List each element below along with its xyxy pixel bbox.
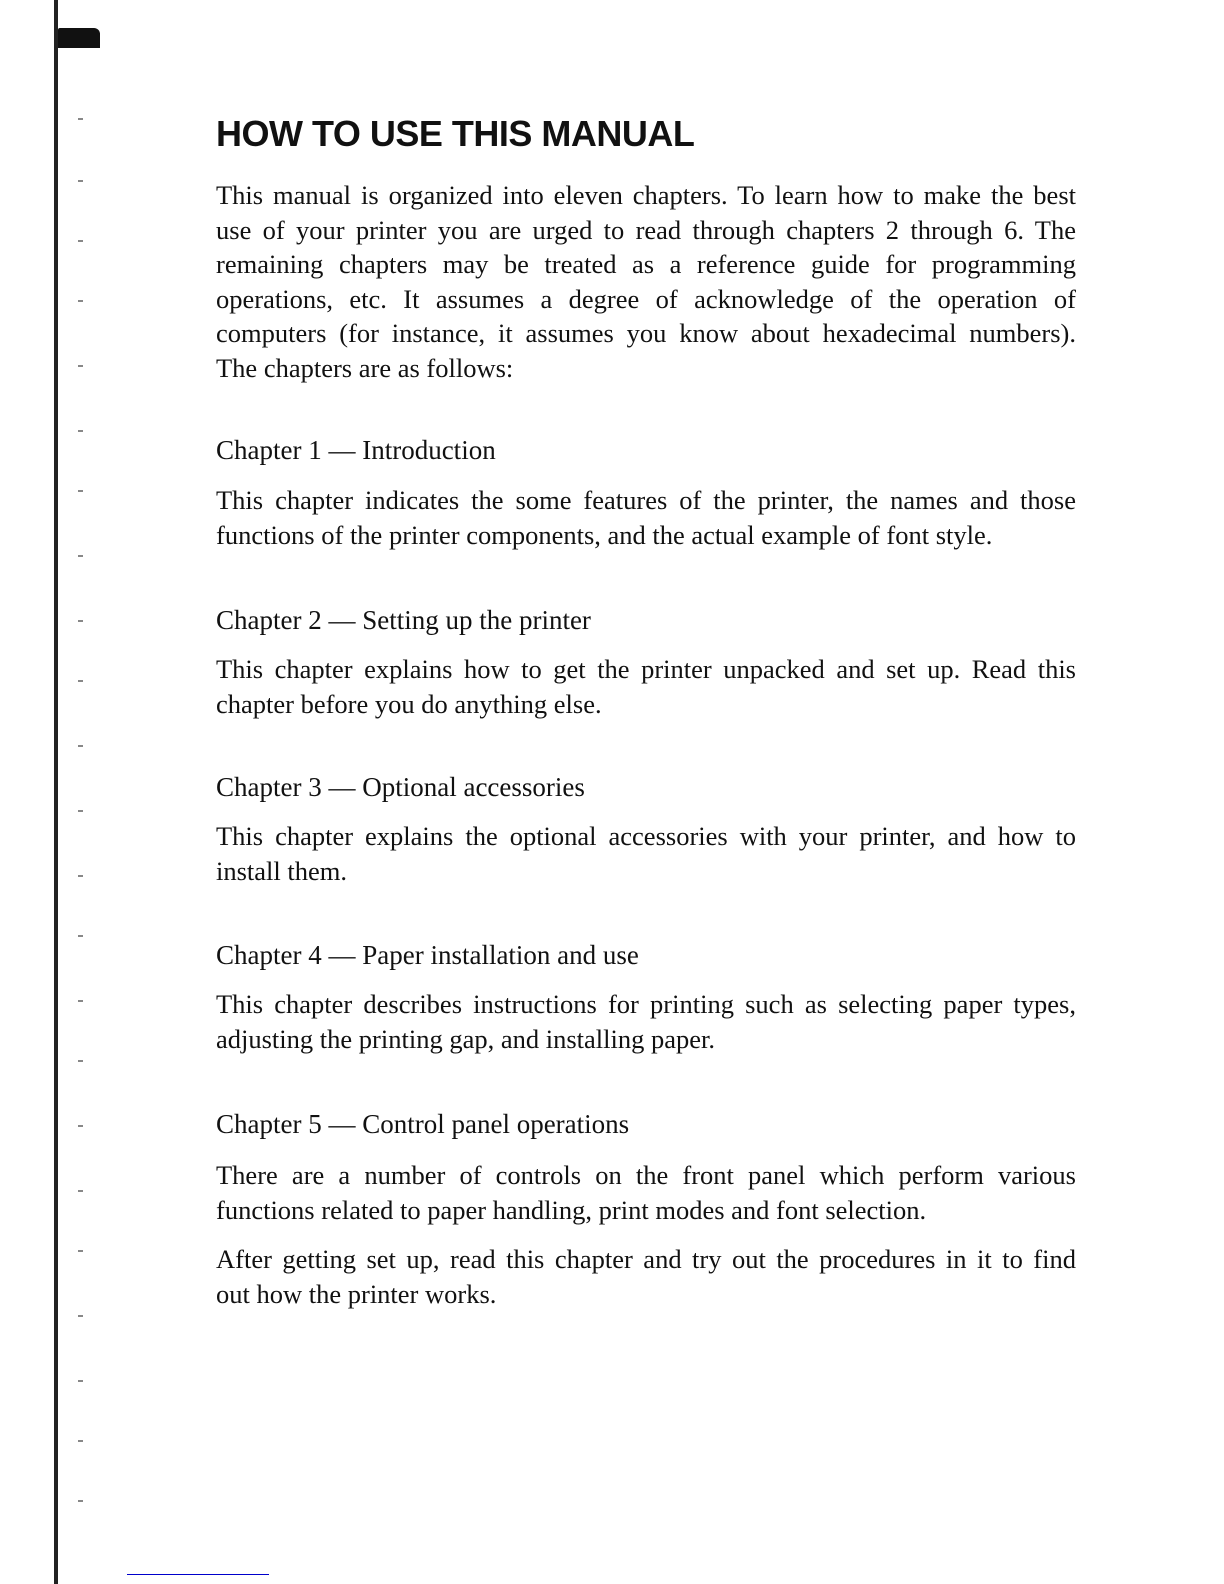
- scan-speck: [78, 1440, 83, 1442]
- text-line: install them.: [216, 855, 348, 886]
- chapter-3-heading: Chapter 3 — Optional accessories: [216, 772, 585, 802]
- scan-speck: [78, 118, 83, 120]
- scan-speck: [78, 1380, 83, 1382]
- chapter-5-note: [216, 1242, 1076, 1311]
- scan-speck: [78, 490, 83, 492]
- scan-speck: [78, 935, 83, 937]
- scan-speck: [78, 810, 83, 812]
- scan-artifact: [58, 28, 100, 48]
- chapter-2-description: [216, 652, 1076, 721]
- scan-speck: [78, 1250, 83, 1252]
- scan-speck: [78, 1315, 83, 1317]
- text-line: There are a number of controls on the front panel which perform various: [216, 1160, 1076, 1190]
- text-line: functions of the printer components, and the actual example of font style.: [216, 519, 993, 550]
- footer-rule: [127, 1574, 269, 1575]
- scan-speck: [78, 1500, 83, 1502]
- text-line: computers (for instance, it assumes you know about hexadecimal numbers).: [216, 318, 1076, 348]
- chapter-3-description: [216, 819, 1076, 888]
- scan-speck: [78, 180, 83, 182]
- text-line: remaining chapters may be treated as a reference guide for programming: [216, 249, 1076, 279]
- chapter-5-description: [216, 1158, 1076, 1227]
- scan-speck: [78, 555, 83, 557]
- chapter-1-heading: Chapter 1 — Introduction: [216, 435, 496, 465]
- chapter-4-description: [216, 987, 1076, 1056]
- text-line: This manual is organized into eleven chapters. To learn how to make the best: [216, 180, 1076, 210]
- text-line: adjusting the printing gap, and installing paper.: [216, 1023, 715, 1054]
- scan-speck: [78, 680, 83, 682]
- chapter-4-heading: Chapter 4 — Paper installation and use: [216, 940, 639, 970]
- intro-paragraph: [216, 178, 1076, 385]
- scan-speck: [78, 1190, 83, 1192]
- text-line: operations, etc. It assumes a degree of acknowledge of the operation of: [216, 283, 1076, 314]
- scan-speck: [78, 1000, 83, 1002]
- text-line: functions related to paper handling, print modes and font selection.: [216, 1194, 927, 1225]
- text-line: This chapter describes instructions for printing such as selecting paper types,: [216, 989, 1076, 1019]
- page-title: HOW TO USE THIS MANUAL: [216, 113, 695, 154]
- text-line: This chapter indicates the some features of the printer, the names and those: [216, 485, 1076, 515]
- chapter-2-heading: Chapter 2 — Setting up the printer: [216, 605, 591, 635]
- scan-speck: [78, 365, 83, 367]
- text-line: This chapter explains the optional accessories with your printer, and how to: [216, 821, 1076, 851]
- scan-speck: [78, 620, 83, 622]
- scan-binding-edge: [54, 0, 58, 1584]
- scan-speck: [78, 240, 83, 242]
- scan-speck: [78, 1125, 83, 1127]
- scan-speck: [78, 430, 83, 432]
- text-line: chapter before you do anything else.: [216, 688, 602, 719]
- text-line: out how the printer works.: [216, 1278, 497, 1309]
- scan-speck: [78, 1060, 83, 1062]
- text-line: use of your printer you are urged to read through chapters 2 through 6. The: [216, 214, 1076, 245]
- scan-speck: [78, 745, 83, 747]
- text-line: The chapters are as follows:: [216, 352, 514, 383]
- scan-speck: [78, 300, 83, 302]
- text-line: This chapter explains how to get the printer unpacked and set up. Read this: [216, 654, 1076, 684]
- chapter-1-description: [216, 483, 1076, 552]
- text-line: After getting set up, read this chapter and try out the procedures in it to find: [216, 1244, 1076, 1274]
- scan-speck: [78, 875, 83, 877]
- chapter-5-heading: Chapter 5 — Control panel operations: [216, 1109, 630, 1139]
